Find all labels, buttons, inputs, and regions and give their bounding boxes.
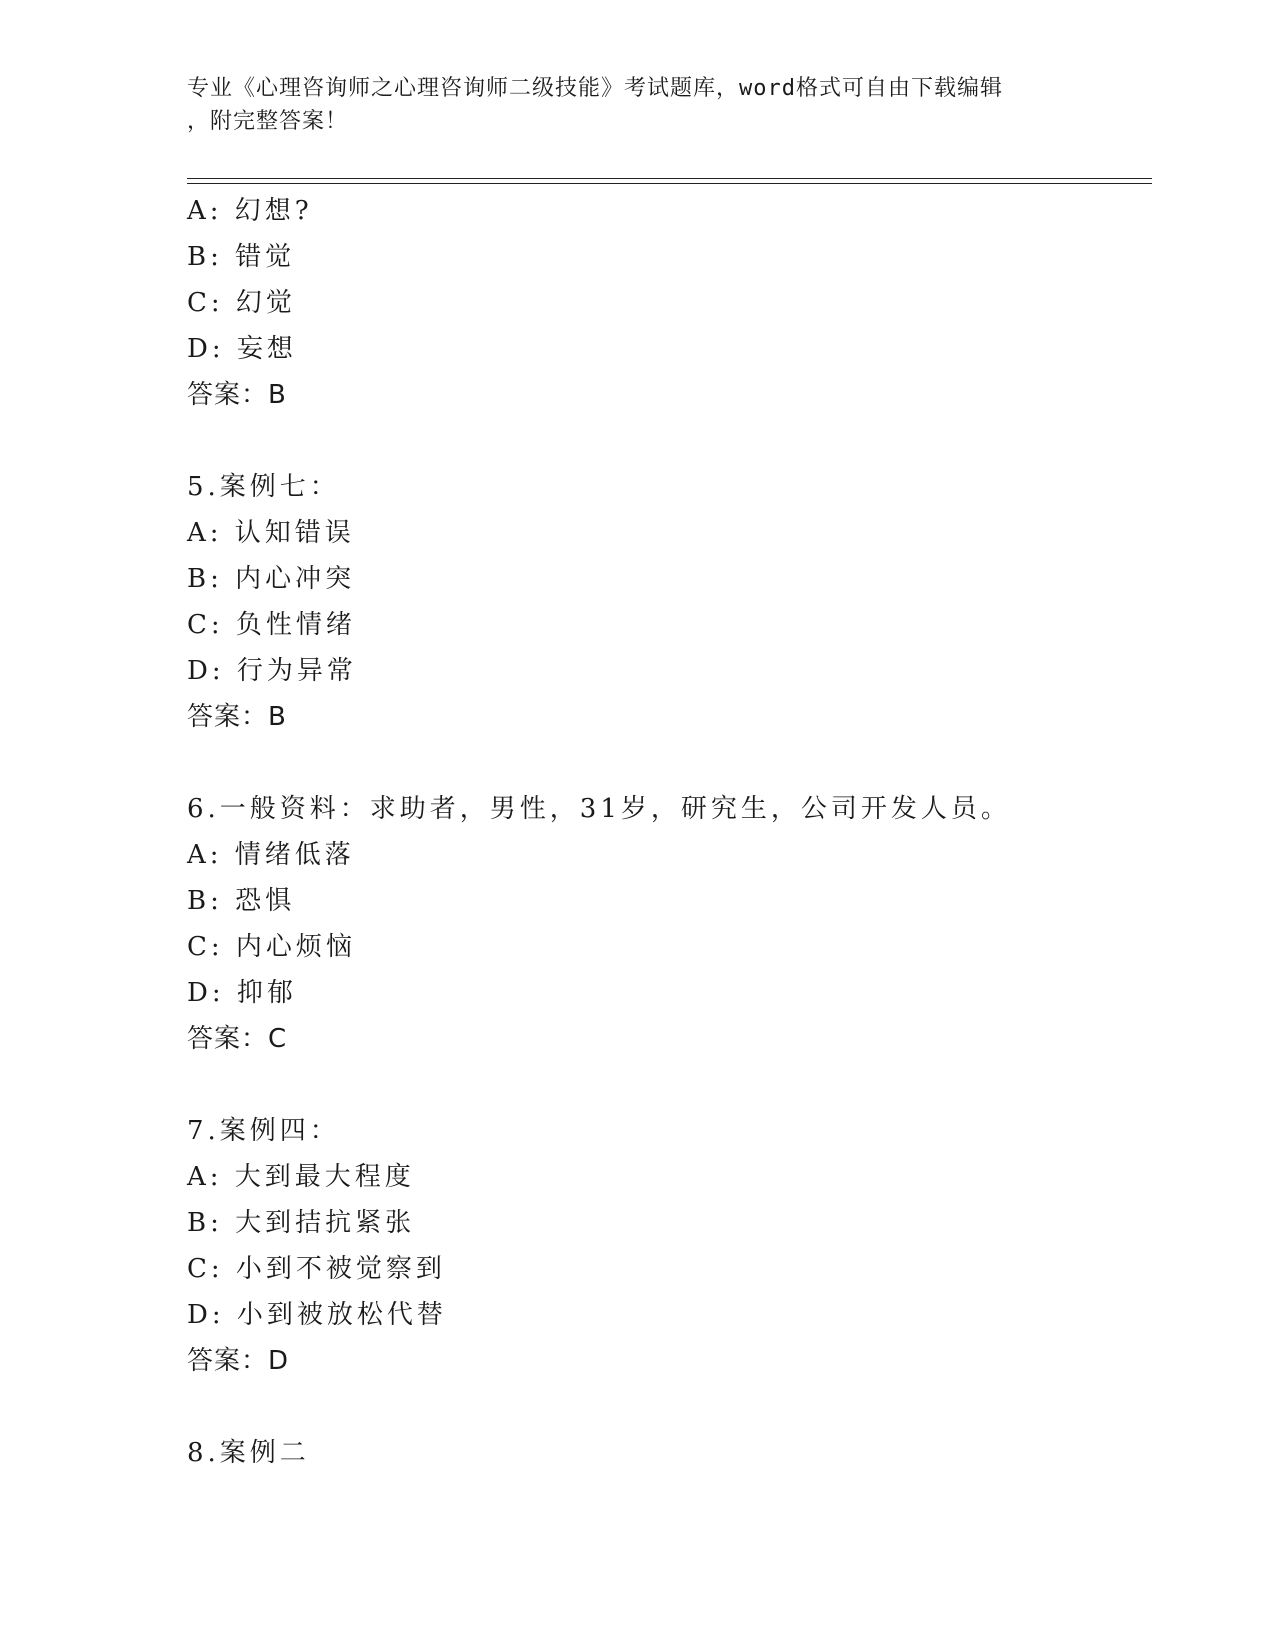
header-divider-top [187,178,1152,179]
header-line-2: ，附完整答案！ [187,109,349,134]
question-block [187,1430,1152,1476]
answer-line: 答案：B [187,380,287,410]
option-d: D: 抑郁 [187,978,297,1008]
option-a: A: 幻想? [187,196,313,226]
answer-line: 答案：B [187,702,287,732]
question-title: 8.案例二 [187,1438,310,1468]
option-b: B: 恐惧 [187,886,296,916]
header-line-1: 专业《心理咨询师之心理咨询师二级技能》考试题库，word格式可自由下载编辑 [187,76,1003,101]
option-b: B: 内心冲突 [187,564,356,594]
option-c: C: 内心烦恼 [187,932,356,962]
option-d: D: 行为异常 [187,656,357,686]
question-block [187,1108,1152,1384]
option-b: B: 错觉 [187,242,296,272]
question-title: 7.案例四： [187,1116,340,1146]
document-header [187,72,1067,138]
question-title: 5.案例七： [187,472,340,502]
option-c: C: 幻觉 [187,288,296,318]
header-divider-bottom [187,183,1152,184]
option-c: C: 小到不被觉察到 [187,1254,446,1284]
option-d: D: 小到被放松代替 [187,1300,447,1330]
question-list [187,188,1152,1476]
question-block [187,786,1152,1062]
option-d: D: 妄想 [187,334,297,364]
option-a: A: 情绪低落 [187,840,355,870]
option-a: A: 认知错误 [187,518,355,548]
option-a: A: 大到最大程度 [187,1162,415,1192]
answer-line: 答案：D [187,1346,290,1376]
answer-line: 答案：C [187,1024,288,1054]
question-title: 6.一般资料：求助者，男性，31岁，研究生，公司开发人员。 [187,794,1011,824]
question-block [187,188,1152,418]
option-b: B: 大到拮抗紧张 [187,1208,416,1238]
question-block [187,464,1152,740]
option-c: C: 负性情绪 [187,610,356,640]
